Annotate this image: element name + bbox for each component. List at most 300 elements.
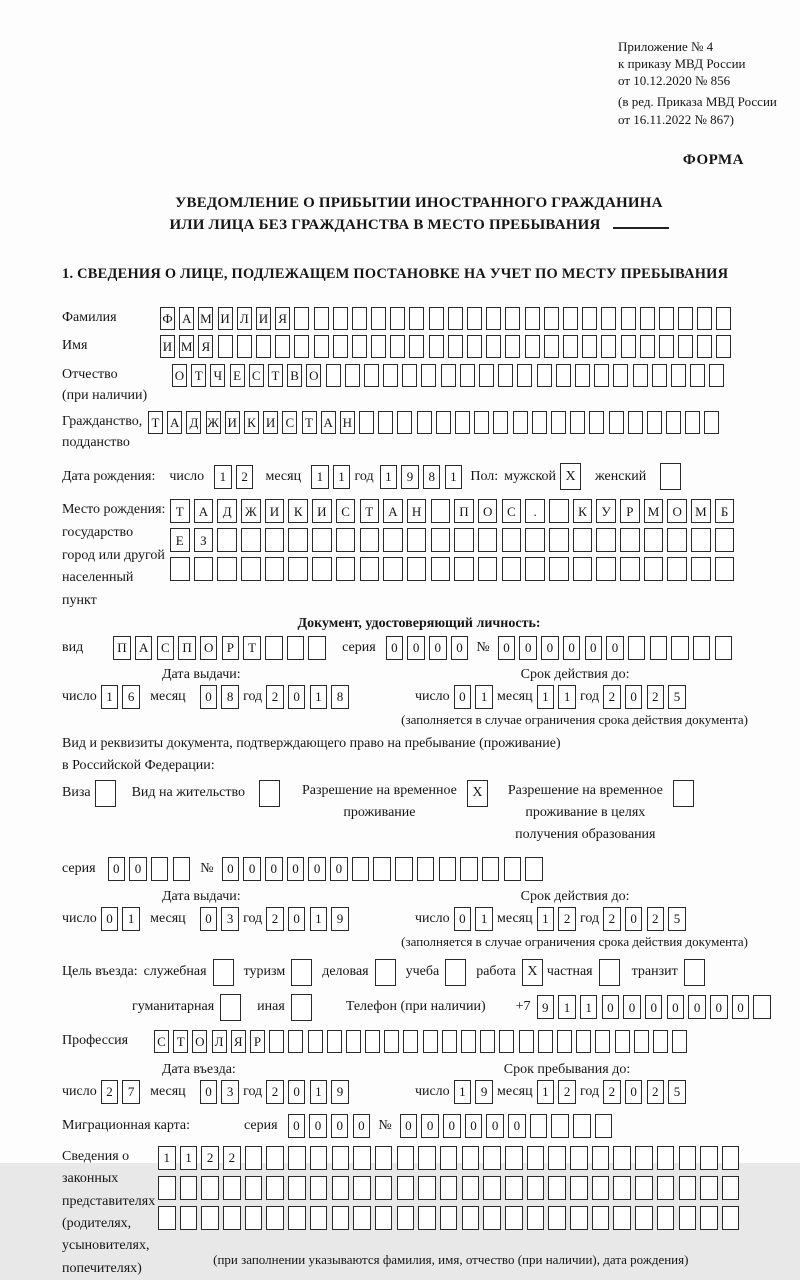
form-cell[interactable] [691,557,711,581]
purpose-private-checkbox[interactable] [599,959,620,986]
form-cell[interactable]: С [282,411,297,434]
form-cell[interactable] [505,1146,523,1170]
form-cell[interactable]: 0 [508,1114,526,1138]
form-cell[interactable] [402,364,417,387]
form-cell[interactable]: 0 [451,636,469,660]
form-cell[interactable]: 3 [221,1080,239,1104]
form-cell[interactable]: А [321,411,336,434]
form-cell[interactable]: А [383,499,403,523]
form-cell[interactable] [383,364,398,387]
form-cell[interactable] [715,636,733,660]
form-cell[interactable]: 0 [200,1080,218,1104]
form-cell[interactable]: 0 [465,1114,483,1138]
form-cell[interactable] [722,1176,740,1200]
form-cell[interactable] [269,1030,284,1053]
form-cell[interactable] [551,1114,569,1138]
form-cell[interactable] [265,528,285,552]
form-cell[interactable]: А [167,411,182,434]
form-cell[interactable] [223,1176,241,1200]
form-cell[interactable]: Л [212,1030,227,1053]
form-cell[interactable]: М [691,499,711,523]
form-cell[interactable]: У [596,499,616,523]
form-cell[interactable] [378,411,393,434]
form-cell[interactable] [423,1030,438,1053]
form-cell[interactable]: 9 [331,1080,349,1104]
form-cell[interactable]: С [502,499,522,523]
form-cell[interactable]: Т [360,499,380,523]
form-cell[interactable] [375,1176,393,1200]
form-cell[interactable] [549,557,569,581]
form-cell[interactable]: 0 [287,857,305,881]
form-cell[interactable] [548,1146,566,1170]
form-cell[interactable]: 0 [309,1114,327,1138]
form-cell[interactable]: Ж [206,411,221,434]
form-cell[interactable] [715,528,735,552]
form-cell[interactable]: 2 [266,1080,284,1104]
form-cell[interactable]: 1 [558,685,576,709]
form-cell[interactable] [700,1206,718,1230]
form-cell[interactable]: Л [237,307,252,330]
form-cell[interactable] [173,857,191,881]
form-cell[interactable] [613,1176,631,1200]
form-cell[interactable]: 0 [386,636,404,660]
form-cell[interactable] [693,636,711,660]
form-cell[interactable] [570,1146,588,1170]
purpose-official-checkbox[interactable] [213,959,234,986]
form-cell[interactable] [589,411,604,434]
form-cell[interactable] [635,1146,653,1170]
form-cell[interactable] [448,307,463,330]
form-cell[interactable] [657,1206,675,1230]
form-cell[interactable] [505,1206,523,1230]
form-cell[interactable] [678,335,693,358]
form-cell[interactable] [502,557,522,581]
form-cell[interactable] [418,1176,436,1200]
form-cell[interactable]: 0 [288,685,306,709]
form-cell[interactable] [462,1206,480,1230]
form-cell[interactable] [407,557,427,581]
form-cell[interactable]: Б [715,499,735,523]
form-cell[interactable] [709,364,724,387]
form-cell[interactable]: 2 [647,685,665,709]
form-cell[interactable]: 9 [331,907,349,931]
form-cell[interactable]: И [265,499,285,523]
form-cell[interactable] [346,1030,361,1053]
form-cell[interactable] [653,1030,668,1053]
form-cell[interactable] [460,364,475,387]
form-cell[interactable] [592,1206,610,1230]
form-cell[interactable] [502,528,522,552]
form-cell[interactable]: 8 [331,685,349,709]
form-cell[interactable]: 1 [454,1080,472,1104]
form-cell[interactable] [256,335,271,358]
form-cell[interactable]: 0 [129,857,147,881]
form-cell[interactable] [633,364,648,387]
form-cell[interactable]: 0 [732,995,750,1019]
form-cell[interactable]: 0 [585,636,603,660]
form-cell[interactable] [194,557,214,581]
form-cell[interactable] [397,1206,415,1230]
form-cell[interactable] [440,1146,458,1170]
form-cell[interactable]: Е [170,528,190,552]
form-cell[interactable] [563,335,578,358]
form-cell[interactable] [538,1030,553,1053]
form-cell[interactable] [312,528,332,552]
form-cell[interactable]: 1 [158,1146,176,1170]
purpose-humanitarian-checkbox[interactable] [220,994,241,1021]
form-cell[interactable] [628,411,643,434]
form-cell[interactable]: Т [173,1030,188,1053]
form-cell[interactable]: 0 [243,857,261,881]
form-cell[interactable]: 0 [498,636,516,660]
form-cell[interactable] [265,557,285,581]
form-cell[interactable] [667,557,687,581]
form-cell[interactable]: З [194,528,214,552]
form-cell[interactable] [310,1146,328,1170]
form-cell[interactable] [245,1146,263,1170]
form-cell[interactable] [395,857,413,881]
form-cell[interactable] [498,364,513,387]
form-cell[interactable]: 5 [668,907,686,931]
form-cell[interactable] [570,1176,588,1200]
purpose-study-checkbox[interactable] [445,959,466,986]
form-cell[interactable] [294,335,309,358]
form-cell[interactable]: 2 [603,685,621,709]
form-cell[interactable]: Д [217,499,237,523]
form-cell[interactable] [505,307,520,330]
form-cell[interactable] [634,1030,649,1053]
form-cell[interactable]: 0 [623,995,641,1019]
form-cell[interactable] [666,411,681,434]
form-cell[interactable]: 2 [647,907,665,931]
form-cell[interactable] [439,857,457,881]
temp-residence-edu-checkbox[interactable] [673,780,694,807]
form-cell[interactable]: 1 [475,685,493,709]
form-cell[interactable]: Т [302,411,317,434]
form-cell[interactable] [327,1030,342,1053]
form-cell[interactable]: К [573,499,593,523]
form-cell[interactable] [563,307,578,330]
form-cell[interactable] [525,528,545,552]
form-cell[interactable] [418,1206,436,1230]
form-cell[interactable]: 0 [288,1080,306,1104]
form-cell[interactable] [544,335,559,358]
form-cell[interactable]: 0 [602,995,620,1019]
form-cell[interactable]: К [244,411,259,434]
form-cell[interactable] [667,528,687,552]
form-cell[interactable] [429,307,444,330]
form-cell[interactable] [525,857,543,881]
form-cell[interactable]: 0 [407,636,425,660]
form-cell[interactable] [310,1176,328,1200]
form-cell[interactable] [716,335,731,358]
form-cell[interactable] [700,1146,718,1170]
form-cell[interactable] [312,557,332,581]
form-cell[interactable] [294,307,309,330]
form-cell[interactable] [530,1114,548,1138]
form-cell[interactable] [333,307,348,330]
form-cell[interactable] [431,528,451,552]
form-cell[interactable]: О [172,364,187,387]
form-cell[interactable] [418,1146,436,1170]
form-cell[interactable] [218,335,233,358]
form-cell[interactable] [417,857,435,881]
form-cell[interactable] [201,1206,219,1230]
form-cell[interactable] [314,335,329,358]
form-cell[interactable] [266,1176,284,1200]
form-cell[interactable] [359,411,374,434]
form-cell[interactable]: 0 [625,1080,643,1104]
form-cell[interactable]: Е [230,364,245,387]
form-cell[interactable] [217,557,237,581]
form-cell[interactable] [275,335,290,358]
form-cell[interactable]: 0 [200,685,218,709]
form-cell[interactable] [640,335,655,358]
form-cell[interactable] [609,411,624,434]
form-cell[interactable]: Р [250,1030,265,1053]
form-cell[interactable] [716,307,731,330]
form-cell[interactable] [479,364,494,387]
form-cell[interactable] [601,335,616,358]
form-cell[interactable] [635,1176,653,1200]
form-cell[interactable] [556,364,571,387]
form-cell[interactable] [371,307,386,330]
purpose-business-checkbox[interactable] [375,959,396,986]
form-cell[interactable] [582,335,597,358]
form-cell[interactable]: 2 [558,907,576,931]
form-cell[interactable] [596,557,616,581]
form-cell[interactable]: 2 [266,907,284,931]
form-cell[interactable] [499,1030,514,1053]
form-cell[interactable] [595,1114,613,1138]
form-cell[interactable] [314,307,329,330]
form-cell[interactable] [594,364,609,387]
form-cell[interactable] [532,411,547,434]
form-cell[interactable] [483,1176,501,1200]
form-cell[interactable]: 0 [421,1114,439,1138]
form-cell[interactable]: 1 [122,907,140,931]
form-cell[interactable]: Н [340,411,355,434]
form-cell[interactable] [371,335,386,358]
form-cell[interactable] [237,335,252,358]
form-cell[interactable]: 0 [200,907,218,931]
form-cell[interactable] [461,1030,476,1053]
form-cell[interactable]: 0 [400,1114,418,1138]
form-cell[interactable] [373,857,391,881]
form-cell[interactable] [266,1146,284,1170]
form-cell[interactable]: 0 [443,1114,461,1138]
form-cell[interactable]: М [198,307,213,330]
form-cell[interactable] [613,1146,631,1170]
form-cell[interactable] [454,557,474,581]
form-cell[interactable] [557,1030,572,1053]
form-cell[interactable]: 0 [606,636,624,660]
form-cell[interactable]: Я [275,307,290,330]
form-cell[interactable] [265,636,283,660]
form-cell[interactable] [628,636,646,660]
form-cell[interactable]: Ф [160,307,175,330]
form-cell[interactable] [573,557,593,581]
form-cell[interactable] [482,857,500,881]
form-cell[interactable] [486,335,501,358]
form-cell[interactable] [679,1206,697,1230]
form-cell[interactable]: 0 [710,995,728,1019]
form-cell[interactable] [525,307,540,330]
form-cell[interactable] [527,1146,545,1170]
form-cell[interactable]: Д [186,411,201,434]
form-cell[interactable] [613,364,628,387]
form-cell[interactable]: 5 [668,685,686,709]
form-cell[interactable]: И [218,307,233,330]
form-cell[interactable]: 1 [311,465,329,489]
form-cell[interactable] [505,335,520,358]
form-cell[interactable]: Т [191,364,206,387]
form-cell[interactable] [715,557,735,581]
form-cell[interactable]: 2 [603,907,621,931]
form-cell[interactable]: Р [620,499,640,523]
form-cell[interactable] [288,1206,306,1230]
form-cell[interactable] [375,1206,393,1230]
form-cell[interactable]: 0 [667,995,685,1019]
form-cell[interactable]: 9 [401,465,419,489]
form-cell[interactable] [644,528,664,552]
form-cell[interactable]: 1 [537,907,555,931]
form-cell[interactable] [217,528,237,552]
form-cell[interactable] [462,1176,480,1200]
form-cell[interactable]: 3 [221,907,239,931]
form-cell[interactable] [620,557,640,581]
form-cell[interactable] [549,499,569,523]
form-cell[interactable]: С [336,499,356,523]
form-cell[interactable]: 1 [101,685,119,709]
form-cell[interactable] [375,1146,393,1170]
form-cell[interactable] [722,1206,740,1230]
form-cell[interactable]: М [644,499,664,523]
form-cell[interactable] [700,1176,718,1200]
form-cell[interactable] [659,307,674,330]
form-cell[interactable]: 0 [330,857,348,881]
form-cell[interactable] [287,636,305,660]
form-cell[interactable] [672,1030,687,1053]
form-cell[interactable]: 2 [603,1080,621,1104]
form-cell[interactable] [397,1146,415,1170]
form-cell[interactable]: И [256,307,271,330]
form-cell[interactable] [753,995,771,1019]
form-cell[interactable]: 1 [537,1080,555,1104]
form-cell[interactable] [697,335,712,358]
form-cell[interactable] [332,1146,350,1170]
form-cell[interactable] [474,411,489,434]
form-cell[interactable] [332,1176,350,1200]
form-cell[interactable] [467,307,482,330]
form-cell[interactable] [671,636,689,660]
form-cell[interactable] [180,1206,198,1230]
form-cell[interactable]: 2 [223,1146,241,1170]
form-cell[interactable]: П [178,636,196,660]
form-cell[interactable] [517,364,532,387]
form-cell[interactable] [657,1146,675,1170]
form-cell[interactable]: 2 [266,685,284,709]
form-cell[interactable] [548,1206,566,1230]
form-cell[interactable]: 5 [668,1080,686,1104]
form-cell[interactable] [407,528,427,552]
form-cell[interactable]: А [179,307,194,330]
form-cell[interactable] [483,1146,501,1170]
form-cell[interactable] [336,528,356,552]
form-cell[interactable] [436,411,451,434]
form-cell[interactable] [652,364,667,387]
form-cell[interactable]: А [194,499,214,523]
form-cell[interactable] [613,1206,631,1230]
form-cell[interactable]: 2 [201,1146,219,1170]
form-cell[interactable] [288,528,308,552]
form-cell[interactable]: . [525,499,545,523]
form-cell[interactable] [460,857,478,881]
form-cell[interactable]: 1 [180,1146,198,1170]
form-cell[interactable] [353,1206,371,1230]
form-cell[interactable] [527,1206,545,1230]
form-cell[interactable] [525,335,540,358]
form-cell[interactable] [480,1030,495,1053]
form-cell[interactable]: 0 [222,857,240,881]
form-cell[interactable] [440,1176,458,1200]
temp-residence-checkbox[interactable]: X [467,780,488,807]
form-cell[interactable]: О [667,499,687,523]
form-cell[interactable] [493,411,508,434]
form-cell[interactable]: 1 [475,907,493,931]
form-cell[interactable] [310,1206,328,1230]
form-cell[interactable] [621,335,636,358]
form-cell[interactable] [722,1146,740,1170]
form-cell[interactable] [170,557,190,581]
form-cell[interactable] [621,307,636,330]
form-cell[interactable] [678,307,693,330]
form-cell[interactable] [592,1176,610,1200]
form-cell[interactable]: Н [407,499,427,523]
form-cell[interactable] [245,1206,263,1230]
form-cell[interactable] [409,307,424,330]
form-cell[interactable] [352,857,370,881]
form-cell[interactable] [478,528,498,552]
form-cell[interactable]: О [200,636,218,660]
form-cell[interactable]: О [478,499,498,523]
form-cell[interactable] [333,335,348,358]
form-cell[interactable]: 0 [454,907,472,931]
form-cell[interactable] [657,1176,675,1200]
form-cell[interactable]: 0 [625,685,643,709]
form-cell[interactable]: 0 [108,857,126,881]
form-cell[interactable]: О [306,364,321,387]
form-cell[interactable] [679,1176,697,1200]
form-cell[interactable]: 0 [353,1114,371,1138]
form-cell[interactable] [615,1030,630,1053]
form-cell[interactable]: О [192,1030,207,1053]
form-cell[interactable] [266,1206,284,1230]
form-cell[interactable] [390,335,405,358]
form-cell[interactable]: 0 [688,995,706,1019]
form-cell[interactable] [383,557,403,581]
form-cell[interactable] [403,1030,418,1053]
form-cell[interactable]: 0 [519,636,537,660]
form-cell[interactable]: 1 [214,465,232,489]
form-cell[interactable] [527,1176,545,1200]
form-cell[interactable] [592,1146,610,1170]
form-cell[interactable]: Ч [210,364,225,387]
form-cell[interactable]: 2 [647,1080,665,1104]
form-cell[interactable] [544,307,559,330]
visa-checkbox[interactable] [95,780,116,807]
form-cell[interactable]: Я [198,335,213,358]
